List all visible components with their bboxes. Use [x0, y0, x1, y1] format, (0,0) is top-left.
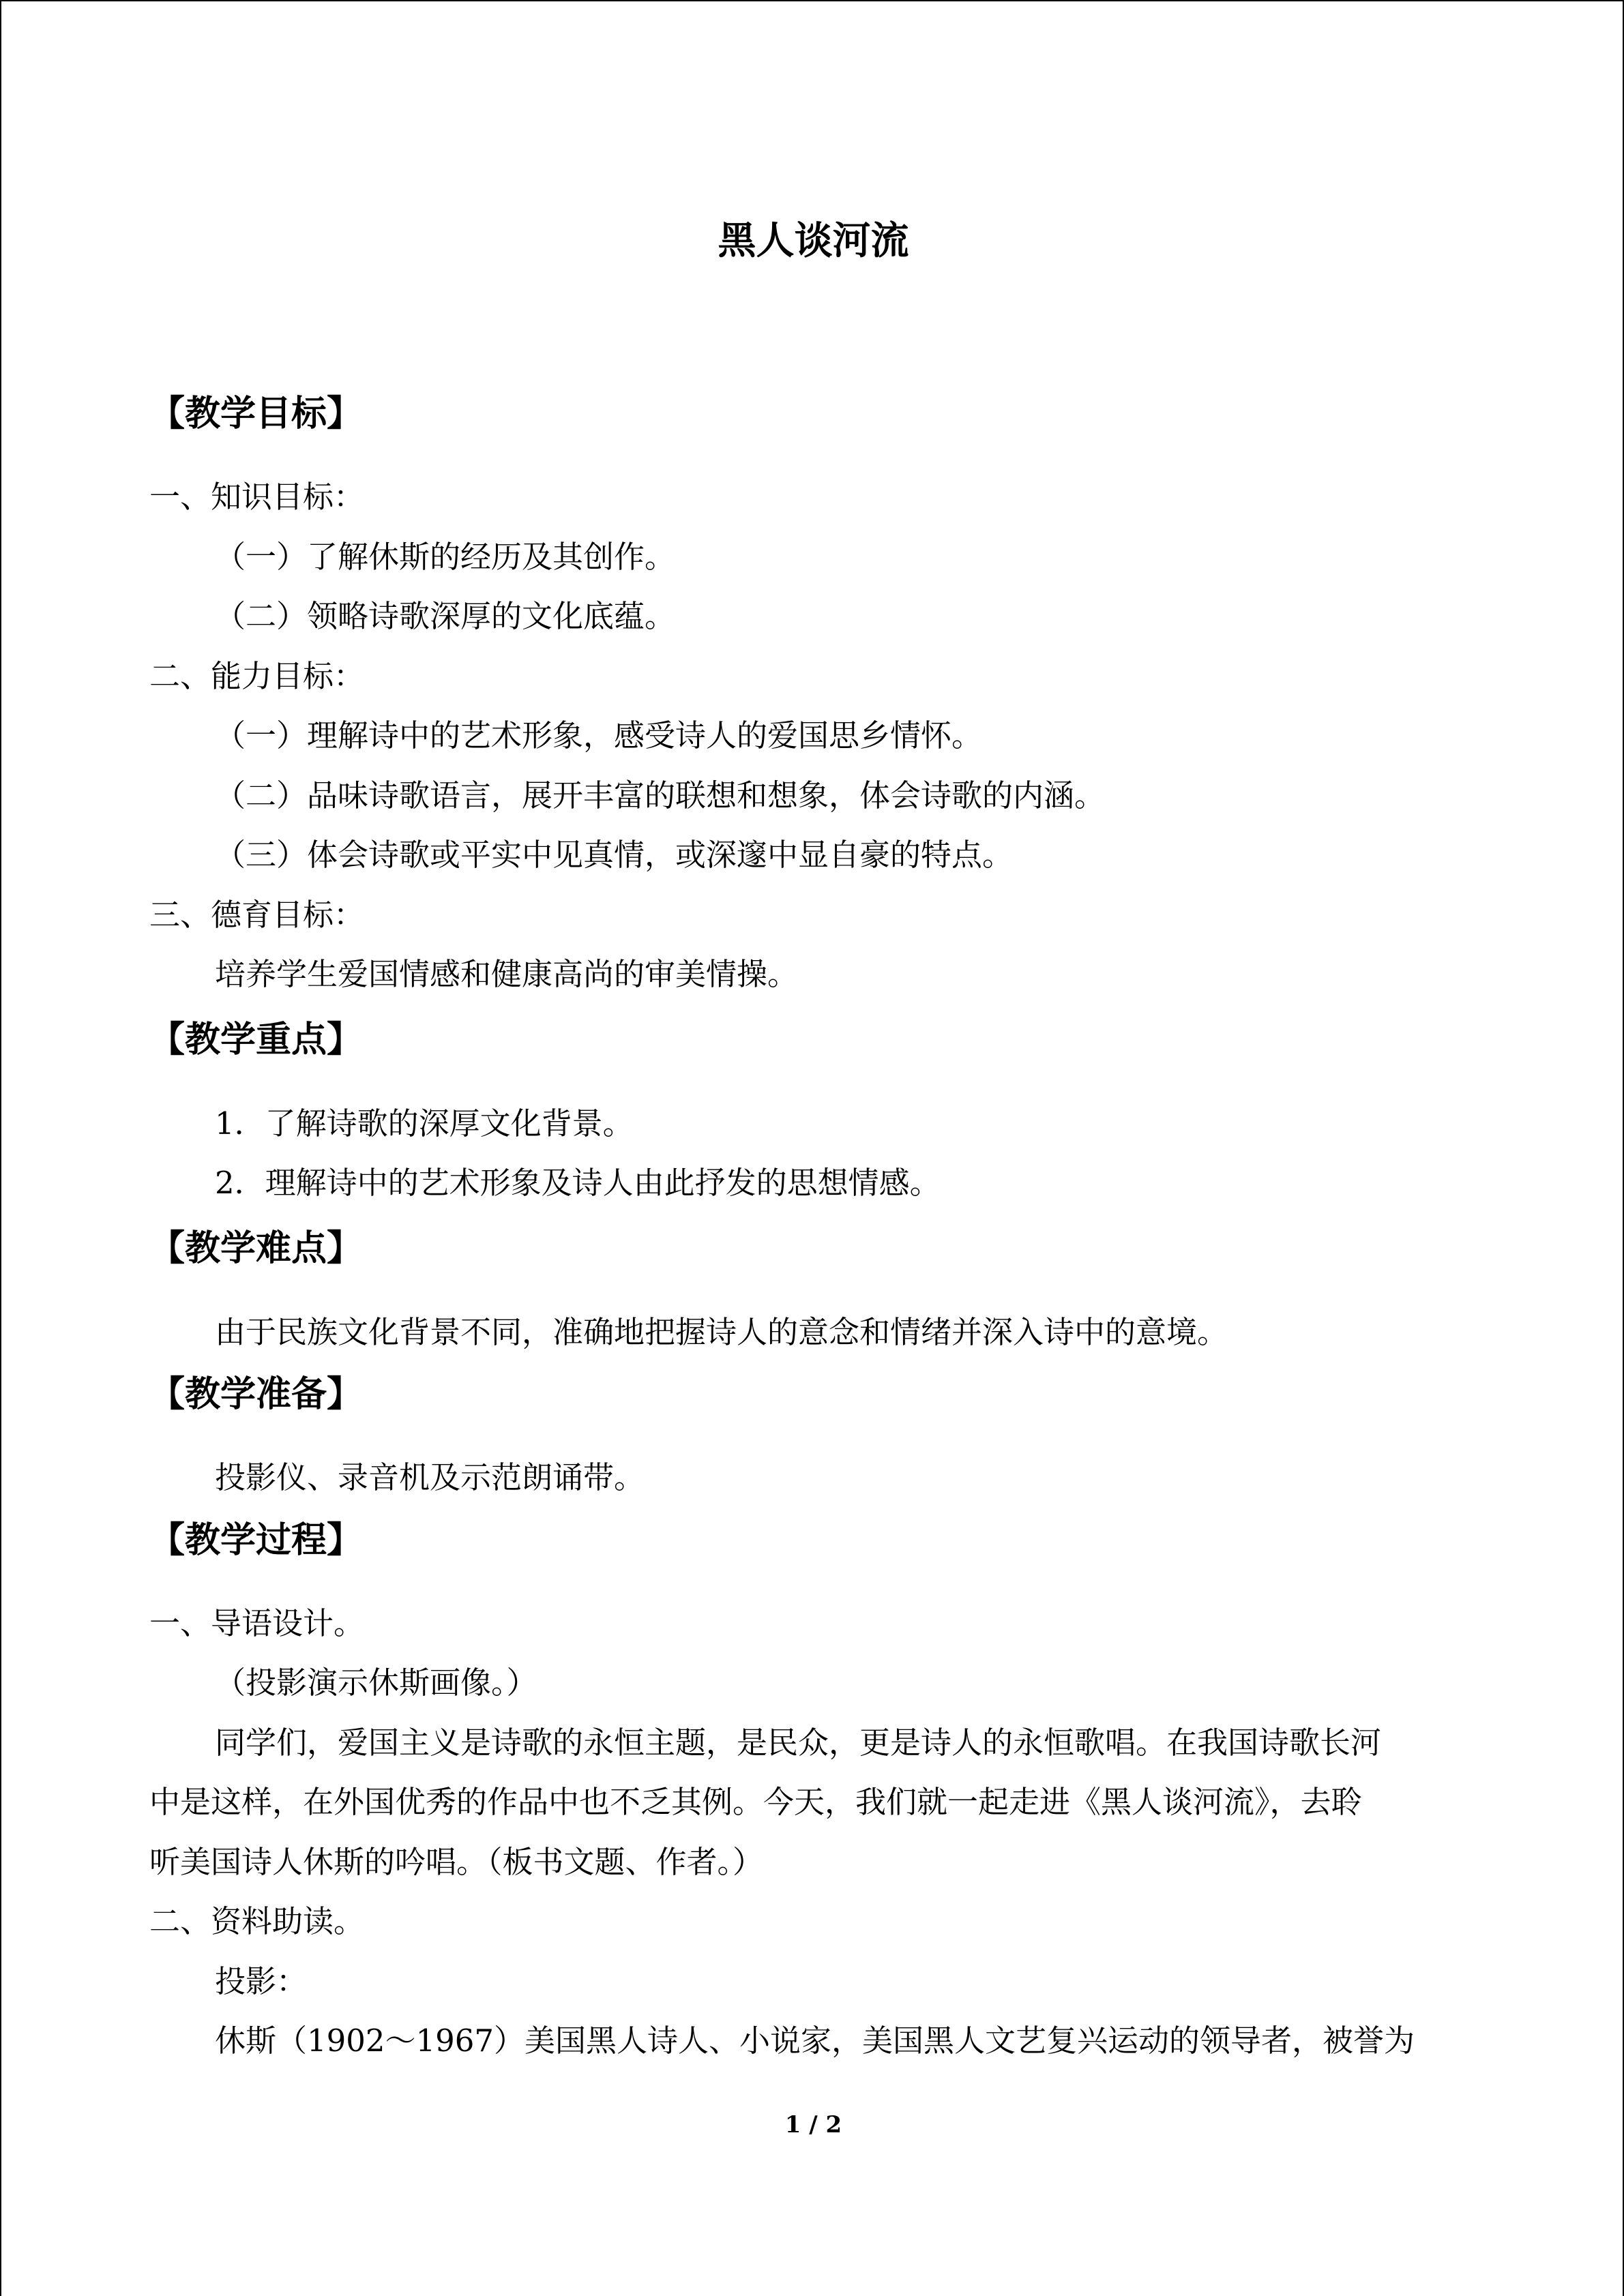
preparation-text: 投影仪、录音机及示范朗诵带。 — [215, 1459, 645, 1495]
ability-goal-label: 二、能力目标： — [149, 658, 365, 694]
ability-goal-item: （三）体会诗歌或平实中见真情，或深邃中显自豪的特点。 — [215, 837, 1014, 873]
section-heading-difficulties: 【教学难点】 — [149, 1227, 363, 1269]
moral-goal-item: 培养学生爱国情感和健康高尚的审美情操。 — [215, 956, 799, 992]
process-paragraph-line: 中是这样，在外国优秀的作品中也不乏其例。今天，我们就一起走进《黑人谈河流》，去聆 — [149, 1784, 1362, 1820]
knowledge-goal-item: （一）了解休斯的经历及其创作。 — [215, 539, 676, 575]
process-paragraph-line: 同学们，爱国主义是诗歌的永恒主题，是民众，更是诗人的永恒歌唱。在我国诗歌长河 — [215, 1725, 1382, 1761]
difficulty-text: 由于民族文化背景不同，准确地把握诗人的意念和情绪并深入诗中的意境。 — [215, 1314, 1228, 1350]
key-point-item: 2．理解诗中的艺术形象及诗人由此抒发的思想情感。 — [215, 1165, 941, 1201]
process-note: （投影演示休斯画像。） — [215, 1665, 537, 1701]
section-heading-process: 【教学过程】 — [149, 1519, 363, 1561]
process-note: 投影： — [215, 1963, 308, 1999]
knowledge-goal-label: 一、知识目标： — [149, 479, 365, 515]
page-number: 1 / 2 — [784, 2111, 842, 2138]
moral-goal-label: 三、德育目标： — [149, 897, 365, 933]
process-step-label: 一、导语设计。 — [149, 1605, 365, 1641]
section-heading-preparation: 【教学准备】 — [149, 1373, 363, 1415]
knowledge-goal-item: （二）领略诗歌深厚的文化底蕴。 — [215, 598, 676, 634]
process-step-label: 二、资料助读。 — [149, 1903, 365, 1939]
process-paragraph-line: 听美国诗人休斯的吟唱。（板书文题、作者。） — [149, 1844, 764, 1880]
key-point-item: 1．了解诗歌的深厚文化背景。 — [215, 1105, 634, 1142]
document-title: 黑人谈河流 — [718, 218, 909, 263]
process-paragraph-line: 休斯（1902～1967）美国黑人诗人、小说家，美国黑人文艺复兴运动的领导者，被誉为 — [215, 2023, 1415, 2059]
section-heading-key-points: 【教学重点】 — [149, 1019, 363, 1060]
ability-goal-item: （一）理解诗中的艺术形象，感受诗人的爱国思乡情怀。 — [215, 717, 983, 754]
section-heading-goals: 【教学目标】 — [149, 393, 363, 434]
ability-goal-item: （二）品味诗歌语言，展开丰富的联想和想象，体会诗歌的内涵。 — [215, 777, 1106, 814]
